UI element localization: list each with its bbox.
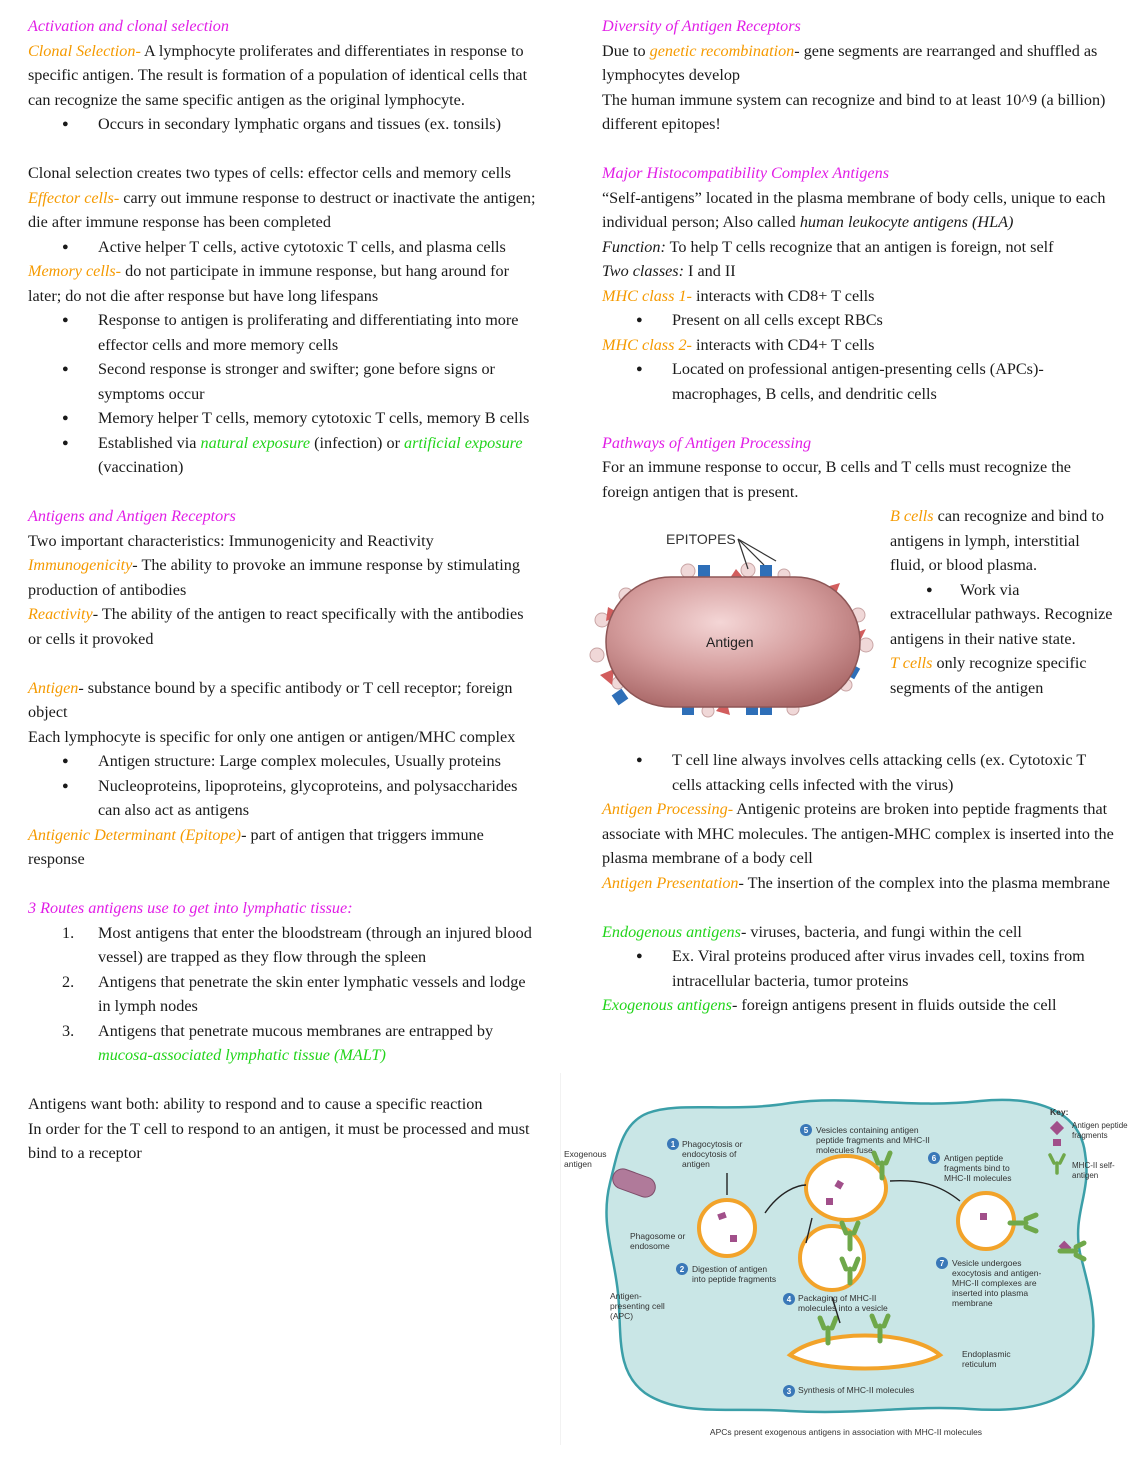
genetic-paragraph — [602, 39, 1114, 88]
list-item: ● T cell line always involves cells attacking cells (ex. Cytotoxic T cells attacking cells infected with the virus) — [602, 748, 1114, 797]
mhc1-paragraph — [602, 284, 1114, 309]
list-item: ● Work via — [890, 578, 1115, 603]
function-label: Function: — [602, 237, 666, 256]
clonal-selection-paragraph — [28, 39, 540, 113]
two-classes-label: Two classes: — [602, 262, 684, 280]
established-post: (vaccination) — [98, 458, 184, 476]
antigen-bullets — [28, 749, 540, 823]
label-step7: Vesicle undergoes exocytosis and antigen-MHC-II complexes are inserted into plasma membrane — [952, 1258, 1042, 1308]
two-classes-text: I and II — [684, 262, 736, 280]
term-antigen-processing: Antigen Processing- — [602, 800, 734, 818]
term-memory-cells: Memory cells- — [28, 262, 122, 280]
right-column-lower — [602, 748, 1114, 1018]
effector-bullets — [28, 235, 540, 260]
established-mid: (infection) or — [310, 433, 405, 452]
svg-text:6: 6 — [931, 1154, 937, 1163]
term-immunogenicity: Immunogenicity — [28, 556, 133, 574]
heading-activation: Activation and clonal selection — [28, 17, 229, 35]
label-exogenous-antigen: Exogenous antigen — [564, 1149, 607, 1169]
exogenous-text: - foreign antigens present in fluids outside the cell — [731, 996, 1057, 1014]
b-t-cells-box — [890, 504, 1115, 700]
label-step5: Vesicles containing antigen peptide fragments and MHC-II molecules fuse — [816, 1125, 930, 1155]
two-characteristics: Two important characteristics: Immunogenicity and Reactivity — [28, 531, 434, 550]
processing-paragraph — [602, 797, 1114, 871]
mhc2-text: interacts with CD4+ T cells — [691, 335, 875, 354]
key-mhc: MHC-II self-antigen — [1072, 1161, 1115, 1180]
term-mhc-class-2: MHC class 2- — [602, 335, 692, 354]
list-item — [28, 1019, 540, 1068]
term-endogenous: Endogenous antigens — [602, 922, 741, 941]
tcells-text: only recognize specific segments of the antigen — [890, 654, 1087, 697]
svg-text:1: 1 — [670, 1140, 676, 1149]
antigen-paragraph — [28, 676, 540, 725]
term-antigenic-determinant: Antigenic Determinant (Epitope) — [28, 825, 242, 844]
established-pre: Established via — [98, 433, 201, 452]
bcells-bullets — [890, 578, 1115, 603]
two-types-paragraph: Clonal selection creates two types of cells: effector cells and memory cells — [28, 164, 511, 182]
bcells-paragraph — [890, 504, 1115, 578]
self-antigens-paragraph — [602, 186, 1114, 235]
clonal-selection-text: A lymphocyte proliferates and differentiates in response to specific antigen. The result is formation of a population of identical cells that can recognize the same specific antigen as the original lymphocyte. — [28, 41, 528, 109]
heading-diversity: Diversity of Antigen Receptors — [602, 17, 801, 35]
svg-text:2: 2 — [679, 1265, 685, 1274]
list-item: ● Ex. Viral proteins produced after virus invades cell, toxins from intracellular bacteria, tumor proteins — [602, 944, 1114, 993]
route-text: Antigens that penetrate the skin enter lymphatic vessels and lodge in lymph nodes — [98, 972, 526, 1015]
exogenous-paragraph — [602, 993, 1114, 1018]
svg-text:7: 7 — [939, 1259, 945, 1268]
determinant-text: - part of antigen that triggers immune response — [28, 825, 484, 868]
apc-processing-figure — [560, 1073, 1132, 1445]
reactivity-paragraph — [28, 602, 540, 651]
label-apc: Antigen-presenting cell (APC) — [610, 1291, 665, 1321]
list-number: 3. — [62, 1021, 75, 1040]
term-natural-exposure: natural exposure — [200, 433, 311, 452]
right-column — [602, 14, 1114, 504]
reactivity-text: - The ability of the antigen to react specifically with the antibodies or cells it provoked — [28, 605, 524, 648]
list-number: 1. — [62, 923, 75, 942]
list-item: ● Occurs in secondary lymphatic organs and tissues (ex. tonsils) — [28, 112, 540, 137]
figure-caption: APCs present exogenous antigens in association with MHC-II molecules — [709, 1427, 983, 1437]
memory-text: do not participate in immune response, but hang around for later; do not die after response but have long lifespans — [28, 262, 510, 305]
endogenous-bullets — [602, 944, 1114, 993]
antigen-label: Antigen — [706, 634, 754, 650]
term-effector-cells: Effector cells- — [28, 188, 120, 207]
heading-antigens: Antigens and Antigen Receptors — [28, 507, 236, 525]
extracellular: extracellular pathways. Recognize antigens in their native state. — [890, 605, 1113, 648]
term-genetic-recombination: genetic recombination — [649, 41, 795, 60]
tcell-bullets — [602, 748, 1114, 797]
want-both: Antigens want both: ability to respond and to cause a specific reaction — [28, 1095, 483, 1113]
term-antigen-presentation: Antigen Presentation — [602, 873, 739, 892]
heading-mhc: Major Histocompatibility Complex Antigens — [602, 164, 890, 182]
bcells-text: can recognize and bind to antigens in lymph, interstitial fluid, or blood plasma. — [890, 507, 1104, 574]
in-order: In order for the T cell to respond to an antigen, it must be processed and must bind to a receptor — [28, 1119, 530, 1162]
antigen-text: - substance bound by a specific antibody or T cell receptor; foreign object — [28, 678, 513, 721]
list-item: ● Nucleoproteins, lipoproteins, glycoproteins, and polysaccharides can also act as antigens — [28, 774, 540, 823]
label-step2: Digestion of antigen into peptide fragments — [692, 1264, 777, 1284]
term-artificial-exposure: artificial exposure — [404, 433, 523, 452]
label-step4: Packaging of MHC-II molecules into a vesicle — [798, 1293, 888, 1313]
heading-routes: 3 Routes antigens use to get into lymphatic tissue: — [28, 899, 353, 917]
label-phagosome: Phagosome or endosome — [630, 1231, 686, 1251]
list-item: ● Present on all cells except RBCs — [602, 308, 1114, 333]
term-malt: mucosa-associated lymphatic tissue (MALT) — [98, 1046, 386, 1064]
function-text: To help T cells recognize that an antigen is foreign, not self — [665, 237, 1054, 256]
term-t-cells: T cells — [890, 654, 933, 672]
svg-text:5: 5 — [803, 1126, 809, 1135]
processing-text: Antigenic proteins are broken into peptide fragments that associate with MHC molecules. The antigen-MHC complex is inserted into the plasma membrane of a body cell — [602, 800, 1114, 867]
term-exogenous: Exogenous antigens — [602, 996, 732, 1014]
for-immune: For an immune response to occur, B cells and T cells must recognize the foreign antigen that is present. — [602, 458, 1071, 501]
human-immune: The human immune system can recognize and bind to at least 10^9 (a billion) different epitopes! — [602, 90, 1106, 133]
mhc1-text: interacts with CD8+ T cells — [691, 286, 875, 305]
epitopes-label: EPITOPES — [666, 531, 736, 547]
two-classes-paragraph — [602, 259, 1114, 284]
key-peptide: Antigen peptide fragments — [1072, 1121, 1128, 1140]
label-step3: Synthesis of MHC-II molecules — [798, 1385, 915, 1395]
effector-text: carry out immune response to destruct or inactivate the antigen; die after immune response has been completed — [28, 188, 536, 231]
term-clonal-selection: Clonal Selection- — [28, 41, 141, 60]
mhc2-bullets — [602, 357, 1114, 406]
label-step1: Phagocytosis or endocytosis of antigen — [682, 1139, 743, 1169]
each-lymphocyte: Each lymphocyte is specific for only one antigen or antigen/MHC complex — [28, 727, 516, 746]
clonal-bullets — [28, 112, 540, 137]
endogenous-text: - viruses, bacteria, and fungi within the cell — [740, 922, 1022, 941]
svg-text:3: 3 — [786, 1387, 792, 1396]
self-antigens-text: “Self-antigens” located in the plasma membrane of body cells, unique to each individual person; Also called — [602, 188, 1106, 231]
determinant-paragraph — [28, 823, 540, 872]
immunogenicity-paragraph — [28, 553, 540, 602]
mhc2-paragraph — [602, 333, 1114, 358]
term-reactivity: Reactivity — [28, 605, 93, 623]
left-column — [28, 14, 540, 1166]
memory-paragraph — [28, 259, 540, 308]
hla-term: human leukocyte antigens (HLA) — [799, 213, 1014, 231]
list-item: ● Response to antigen is proliferating and differentiating into more effector cells and more memory cells — [28, 308, 540, 357]
list-item — [28, 431, 540, 480]
list-number: 2. — [62, 972, 75, 991]
key-title: Key: — [1050, 1107, 1069, 1117]
route-text: Antigens that penetrate mucous membranes are entrapped by — [98, 1021, 494, 1040]
list-item — [28, 970, 540, 1019]
list-item: ● Memory helper T cells, memory cytotoxic T cells, memory B cells — [28, 406, 540, 431]
immunogenicity-text: - The ability to provoke an immune response by stimulating production of antibodies — [28, 556, 520, 599]
term-antigen: Antigen — [28, 678, 79, 697]
list-item: ● Located on professional antigen-presenting cells (APCs)- macrophages, B cells, and dendritic cells — [602, 357, 1114, 406]
list-item: ● Second response is stronger and swifter; gone before signs or symptoms occur — [28, 357, 540, 406]
term-b-cells: B cells — [890, 507, 934, 525]
label-er: Endoplasmic reticulum — [962, 1349, 1011, 1369]
antigen-epitopes-figure — [588, 525, 878, 727]
mhc1-bullets — [602, 308, 1114, 333]
heading-pathways: Pathways of Antigen Processing — [602, 433, 812, 452]
memory-bullets — [28, 308, 540, 480]
route-text: Most antigens that enter the bloodstream (through an injured blood vessel) are trapped as they flow through the spleen — [98, 923, 532, 966]
presentation-text: - The insertion of the complex into the plasma membrane — [738, 873, 1110, 892]
list-item — [28, 921, 540, 970]
presentation-paragraph — [602, 871, 1114, 896]
effector-paragraph — [28, 186, 540, 235]
tcells-paragraph — [890, 651, 1115, 700]
routes-list — [28, 921, 540, 1068]
list-item: ● Antigen structure: Large complex molecules, Usually proteins — [28, 749, 540, 774]
endogenous-paragraph — [602, 920, 1114, 945]
term-mhc-class-1: MHC class 1- — [602, 286, 692, 305]
due-to-rest: - gene segments are rearranged and shuffled as lymphocytes develop — [602, 41, 1098, 84]
due-to: Due to — [602, 41, 650, 60]
label-step6: Antigen peptide fragments bind to MHC-II molecules — [944, 1153, 1012, 1183]
function-paragraph — [602, 235, 1114, 260]
svg-text:4: 4 — [786, 1295, 792, 1304]
list-item: ● Active helper T cells, active cytotoxic T cells, and plasma cells — [28, 235, 540, 260]
